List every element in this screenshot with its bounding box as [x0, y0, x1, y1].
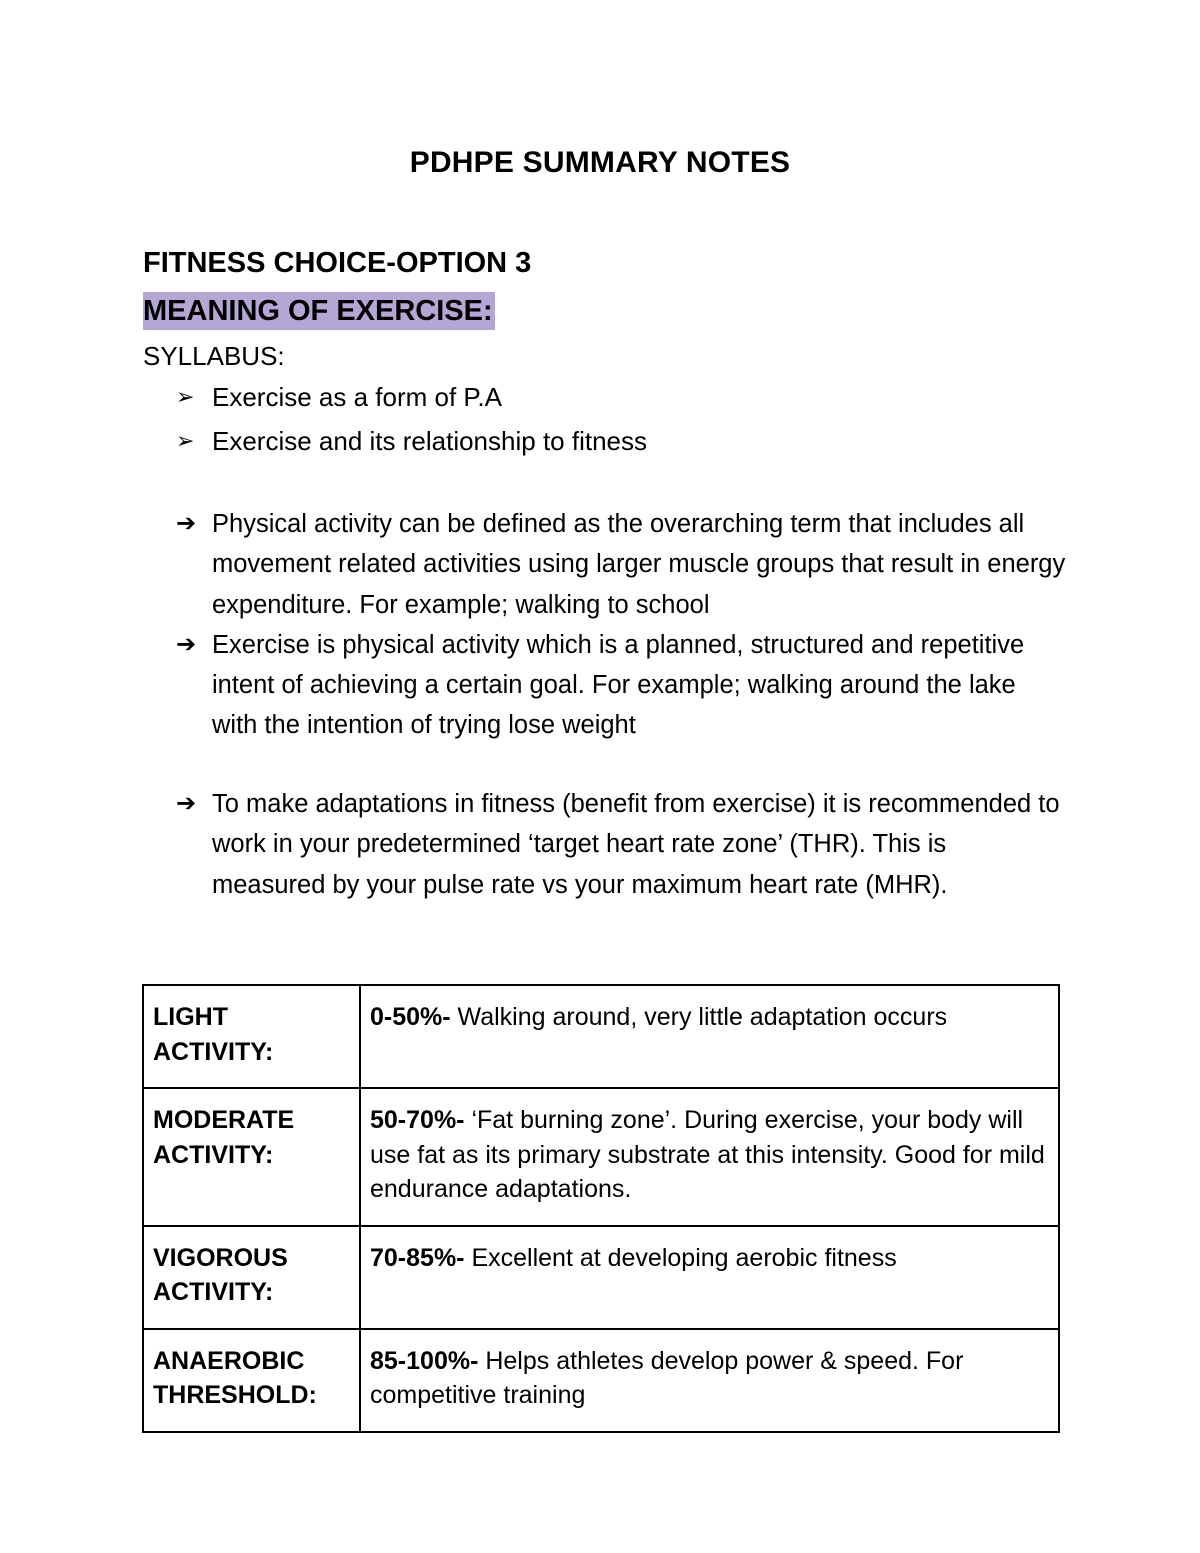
note-text: Exercise is physical activity which is a planned, structured and repetitive intent of achieving a certain goal. For example; walking around the lake with the intention of trying lose weight [212, 630, 1025, 740]
highlighted-subheading: MEANING OF EXERCISE: [143, 292, 495, 330]
arrowhead-bullet-icon: ➢ [176, 428, 195, 453]
zone-name-cell: LIGHT ACTIVITY: [143, 985, 360, 1088]
zone-description: Helps athletes develop power & speed. For competitive training [370, 1346, 964, 1409]
note-item [176, 784, 1066, 905]
note-item [176, 625, 1066, 746]
syllabus-list [176, 377, 1076, 461]
zone-name-cell: MODERATE ACTIVITY: [143, 1088, 360, 1226]
page-title: PDHPE SUMMARY NOTES [409, 146, 791, 179]
zone-description-cell [360, 985, 1059, 1088]
right-arrow-bullet-icon: ➔ [176, 630, 197, 658]
syllabus-item-text: Exercise as a form of P.A [212, 382, 502, 412]
zone-description-cell [360, 1226, 1059, 1329]
zone-description-cell [360, 1088, 1059, 1226]
syllabus-item-text: Exercise and its relationship to fitness [212, 426, 647, 456]
arrowhead-bullet-icon: ➢ [176, 384, 195, 409]
zone-description-cell [360, 1329, 1059, 1432]
table-row [143, 985, 1059, 1088]
note-item [176, 504, 1066, 625]
table-row [143, 1226, 1059, 1329]
zone-description: Excellent at developing aerobic fitness [464, 1243, 897, 1272]
notes-list-heart-rate [176, 784, 1066, 905]
heart-rate-zones-table [142, 984, 1060, 1433]
note-text: Physical activity can be defined as the overarching term that includes all movement related activities using larger muscle groups that result in energy expenditure. For example; walking to school [212, 510, 1066, 619]
note-text: To make adaptations in fitness (benefit from exercise) it is recommended to work in your predetermined ‘target heart rate zone’ (THR). This is measured by your pulse rate vs your maximum heart rate (MHR). [212, 790, 1060, 899]
zone-name-cell: VIGOROUS ACTIVITY: [143, 1226, 360, 1329]
syllabus-label: SYLLABUS: [143, 341, 285, 371]
zone-description: ‘Fat burning zone’. During exercise, your body will use fat as its primary substrate at this intensity. Good for mild endurance adaptations. [370, 1106, 1045, 1203]
notes-list-definitions [176, 504, 1066, 746]
section-heading: FITNESS CHOICE-OPTION 3 [143, 247, 532, 279]
zone-range: 0-50%- [370, 1003, 451, 1031]
zone-range: 50-70%- [370, 1106, 465, 1134]
zone-range: 70-85%- [370, 1243, 465, 1272]
table-row [143, 1329, 1059, 1432]
syllabus-item [176, 421, 1076, 461]
zone-name-cell: ANAEROBIC THRESHOLD: [143, 1329, 360, 1432]
syllabus-item [176, 377, 1076, 417]
right-arrow-bullet-icon: ➔ [176, 790, 197, 817]
table-row [143, 1088, 1059, 1226]
right-arrow-bullet-icon: ➔ [176, 510, 197, 537]
zone-range: 85-100%- [370, 1346, 479, 1375]
zone-description: Walking around, very little adaptation occurs [450, 1003, 948, 1031]
